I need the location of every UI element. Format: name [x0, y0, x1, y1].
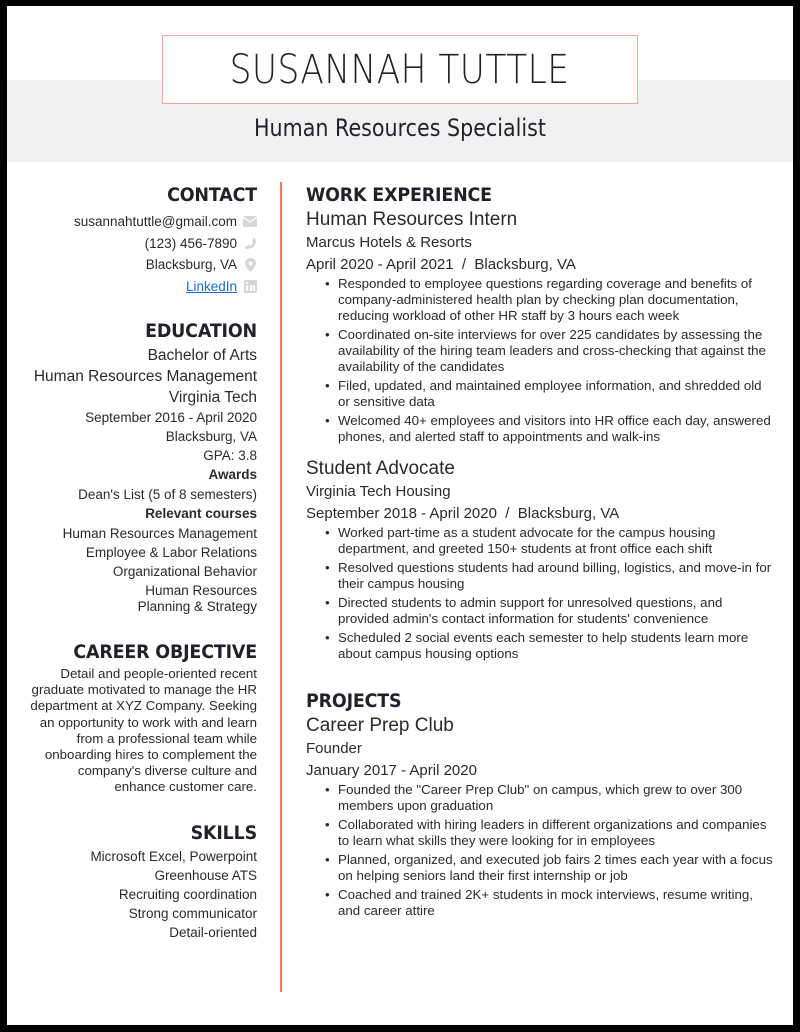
bullet: • Worked part-time as a student advocate for the campus housing department, and greeted 150+ students at front office each shift	[325, 525, 776, 557]
contact-location	[27, 254, 257, 276]
left-column	[27, 184, 257, 942]
contact-phone	[27, 233, 257, 255]
job-bullets	[325, 276, 776, 445]
location-text: Blacksburg, VA	[145, 257, 237, 272]
bullet: • Coached and trained 2K+ students in mock interviews, resume writing, and career attire	[325, 887, 776, 919]
major: Human Resources Management	[33, 368, 257, 385]
bullet: • Welcomed 40+ employees and visitors into HR office each day, answered phones, and alerted staff to appointments and walk-ins	[325, 413, 776, 445]
phone-text: (123) 456-7890	[144, 235, 237, 251]
project-entry	[306, 714, 776, 919]
bullet: • Founded the "Career Prep Club" on campus, which grew to over 300 members upon graduation	[325, 782, 776, 814]
awards-label: Awards	[208, 467, 257, 482]
job-title-header: Human Resources Specialist	[254, 114, 546, 142]
contact-email	[27, 211, 257, 233]
course-item: Human Resources Planning & Strategy	[137, 583, 257, 614]
job-dates: April 2020 - April 2021 / Blacksburg, VA	[306, 256, 576, 273]
bullet: • Coordinated on-site interviews for over 225 candidates by assessing the availability of the hiring team leaders and cross-checking that against the availability of the candidates	[325, 327, 776, 375]
school: Virginia Tech	[168, 389, 257, 406]
bullet: • Resolved questions students had around billing, logistics, and move-in for their campus housing	[325, 560, 776, 592]
linkedin-icon	[243, 279, 257, 293]
map-pin-icon	[243, 258, 257, 272]
skill-item: Microsoft Excel, Powerpoint	[90, 848, 257, 864]
bullet: • Responded to employee questions regarding coverage and benefits of company-administered health plan by checking plan documentation, reducing workload of other HR staff by 3 hours each week	[325, 276, 776, 324]
right-column	[306, 184, 776, 922]
skill-item: Strong communicator	[128, 905, 257, 921]
courses-label: Relevant courses	[145, 506, 257, 521]
job-bullets	[325, 525, 776, 662]
envelope-icon	[243, 215, 257, 229]
skill-item: Detail-oriented	[169, 924, 257, 940]
job-entry	[306, 457, 776, 662]
contact-linkedin	[27, 276, 257, 298]
objective-heading: CAREER OBJECTIVE	[73, 641, 257, 663]
project-dates: January 2017 - April 2020	[306, 762, 477, 779]
candidate-name: SUSANNAH TUTTLE	[230, 46, 570, 93]
objective-text: Detail and people-oriented recent graduate motivated to manage the HR department at XYZ Company. Seeking an opportunity to work with and learn from a professional team while onboarding hires to complement the company's diverse culture and enhance customer care.	[30, 666, 257, 795]
skill-item: Greenhouse ATS	[154, 867, 257, 883]
project-bullets	[325, 782, 776, 919]
bullet: • Planned, organized, and executed job fairs 2 times each year with a focus on helping seniors land their first internship or job	[325, 852, 776, 884]
job-title: Human Resources Intern	[306, 209, 518, 230]
linkedin-link[interactable]: LinkedIn	[185, 278, 237, 294]
name-box	[162, 35, 638, 104]
course-item: Employee & Labor Relations	[85, 545, 257, 560]
column-divider	[280, 182, 282, 992]
skills-heading: SKILLS	[190, 821, 257, 844]
bullet: • Filed, updated, and maintained employee information, and shredded old or sensitive data	[325, 378, 776, 410]
job-title: Student Advocate	[306, 458, 455, 479]
course-item: Organizational Behavior	[112, 564, 257, 579]
degree: Bachelor of Arts	[147, 347, 257, 364]
company: Virginia Tech Housing	[306, 483, 451, 500]
contact-heading: CONTACT	[167, 184, 257, 206]
gpa: GPA: 3.8	[203, 448, 257, 463]
email-text: susannahtuttle@gmail.com	[73, 214, 237, 229]
education-heading: EDUCATION	[145, 320, 257, 342]
phone-icon	[243, 236, 257, 250]
education-dates: September 2016 - April 2020	[85, 410, 257, 425]
project-role: Founder	[306, 740, 362, 757]
resume-page	[7, 6, 793, 1025]
bullet: • Directed students to admin support for unresolved questions, and provided admin's contact information for students' convenience	[325, 595, 776, 627]
project-title: Career Prep Club	[306, 715, 454, 736]
bullet: • Scheduled 2 social events each semester to help students learn more about campus housing options	[325, 630, 776, 662]
education-location: Blacksburg, VA	[165, 429, 257, 444]
job-dates: September 2018 - April 2020 / Blacksburg, VA	[306, 505, 620, 522]
skill-item: Recruiting coordination	[118, 886, 257, 902]
award-item: Dean's List (5 of 8 semesters)	[78, 487, 257, 502]
company: Marcus Hotels & Resorts	[306, 234, 472, 251]
projects-heading: PROJECTS	[306, 690, 402, 712]
bullet: • Collaborated with hiring leaders in different organizations and companies to learn what skills they were looking for in employees	[325, 817, 776, 849]
job-entry	[306, 208, 776, 445]
course-item: Human Resources Management	[62, 526, 257, 541]
experience-heading: WORK EXPERIENCE	[306, 184, 492, 206]
